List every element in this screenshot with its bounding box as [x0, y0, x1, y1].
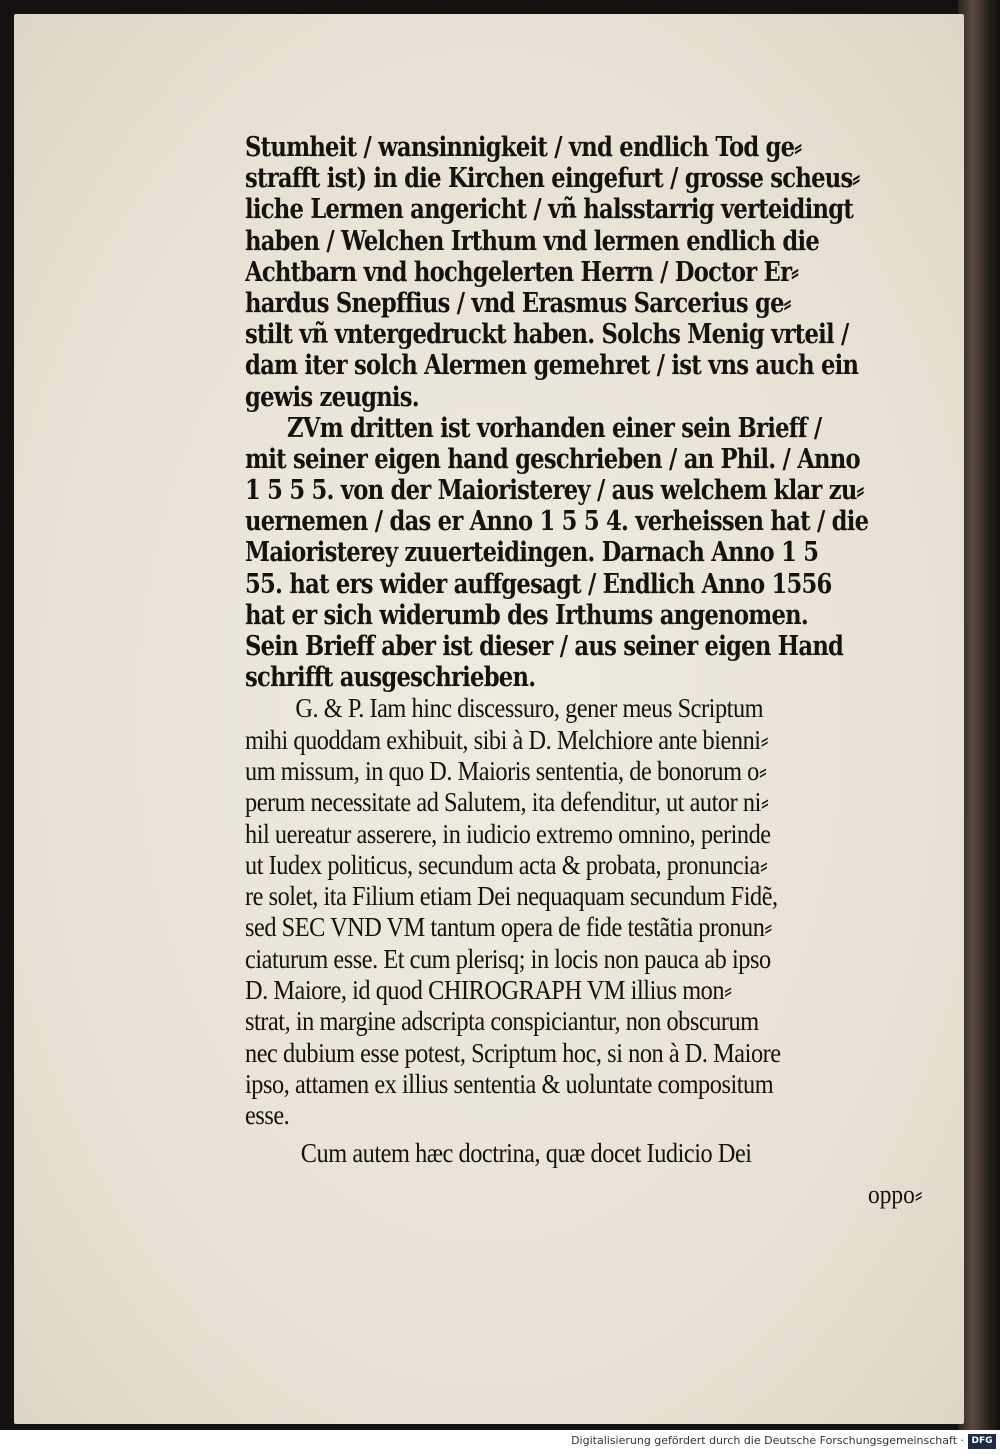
- latin-line: mihi quoddam exhibuit, sibi à D. Melchiore ante bienni⸗: [245, 724, 769, 755]
- fraktur-line: haben / Welchen Irthum vnd lermen endlich die: [245, 225, 820, 257]
- fraktur-paragraph-start: ZVm dritten ist vorhanden einer sein Brieff /: [287, 412, 822, 444]
- latin-line: hil uereatur asserere, in iudicio extremo omnino, perinde: [245, 818, 771, 849]
- fraktur-line: hat er sich widerumb des Irthums angenomen.: [245, 599, 809, 631]
- fraktur-line: schrifft ausgeschrieben.: [245, 662, 536, 694]
- dfg-logo: DFG: [968, 1434, 996, 1449]
- latin-letter-start: G. & P. Iam hinc discessuro, gener meus Scriptum: [295, 693, 764, 724]
- latin-line: esse.: [245, 1100, 290, 1131]
- fraktur-line: uernemen / das er Anno 1 5 5 4. verheissen hat / die: [245, 506, 869, 538]
- fraktur-line: gewis zeugnis.: [245, 381, 419, 413]
- latin-line: sed SEC VND VM tantum opera de fide testãtia pronun⸗: [245, 912, 773, 943]
- latin-line: re solet, ita Filium etiam Dei nequaquam secundum Fidẽ,: [245, 881, 778, 912]
- fraktur-line: liche Lermen angericht / vñ halsstarrig verteidingt: [245, 194, 854, 226]
- fraktur-line: dam iter solch Alermen gemehret / ist vns auch ein: [245, 350, 859, 382]
- fraktur-line: hardus Snepffius / vnd Erasmus Sarcerius ge⸗: [245, 287, 791, 319]
- fraktur-line: strafft ist) in die Kirchen eingefurt / grosse scheus⸗: [245, 163, 860, 195]
- fraktur-line: Maioristerey zuuerteidingen. Darnach Anno 1 5: [245, 537, 819, 569]
- latin-line: ut Iudex politicus, secundum acta & probata, pronuncia⸗: [245, 849, 768, 880]
- latin-line: perum necessitate ad Salutem, ita defenditur, ut autor ni⸗: [245, 787, 769, 818]
- funding-credit: Digitalisierung gefördert durch die Deutsche Forschungsgemeinschaft ·: [571, 1434, 964, 1447]
- latin-line: D. Maiore, id quod CHIROGRAPH VM illius mon⸗: [245, 975, 732, 1006]
- fraktur-line: Stumheit / wansinnigkeit / vnd endlich Tod ge⸗: [245, 132, 802, 163]
- latin-line: ciaturum esse. Et cum plerisq; in locis non pauca ab ipso: [245, 943, 771, 974]
- latin-line: nec dubium esse potest, Scriptum hoc, si non à D. Maiore: [245, 1037, 781, 1068]
- fraktur-line: stilt vñ vntergedruckt haben. Solchs Menig vrteil /: [245, 319, 849, 351]
- main-text: [245, 132, 935, 1169]
- page-edge: [958, 0, 1000, 1430]
- catchword: oppo⸗: [868, 1180, 923, 1209]
- latin-paragraph-start: Cum autem hæc doctrina, quæ docet Iudicio Dei: [300, 1137, 752, 1168]
- latin-line: strat, in margine adscripta conspiciantur, non obscurum: [245, 1006, 759, 1037]
- fraktur-line: 1 5 5 5. von der Maioristerey / aus welchem klar zu⸗: [245, 475, 864, 507]
- latin-line: um missum, in quo D. Maioris sententia, de bonorum o⸗: [245, 755, 767, 786]
- fraktur-line: Sein Brieff aber ist dieser / aus seiner eigen Hand: [245, 631, 844, 662]
- fraktur-line: 55. hat ers wider auffgesagt / Endlich Anno 1556: [245, 568, 832, 600]
- fraktur-line: Achtbarn vnd hochgelerten Herrn / Doctor Er⸗: [245, 256, 799, 288]
- latin-line: ipso, attamen ex illius sententia & uoluntate compositum: [245, 1068, 774, 1099]
- fraktur-line: mit seiner eigen hand geschrieben / an Phil. / Anno: [245, 443, 860, 475]
